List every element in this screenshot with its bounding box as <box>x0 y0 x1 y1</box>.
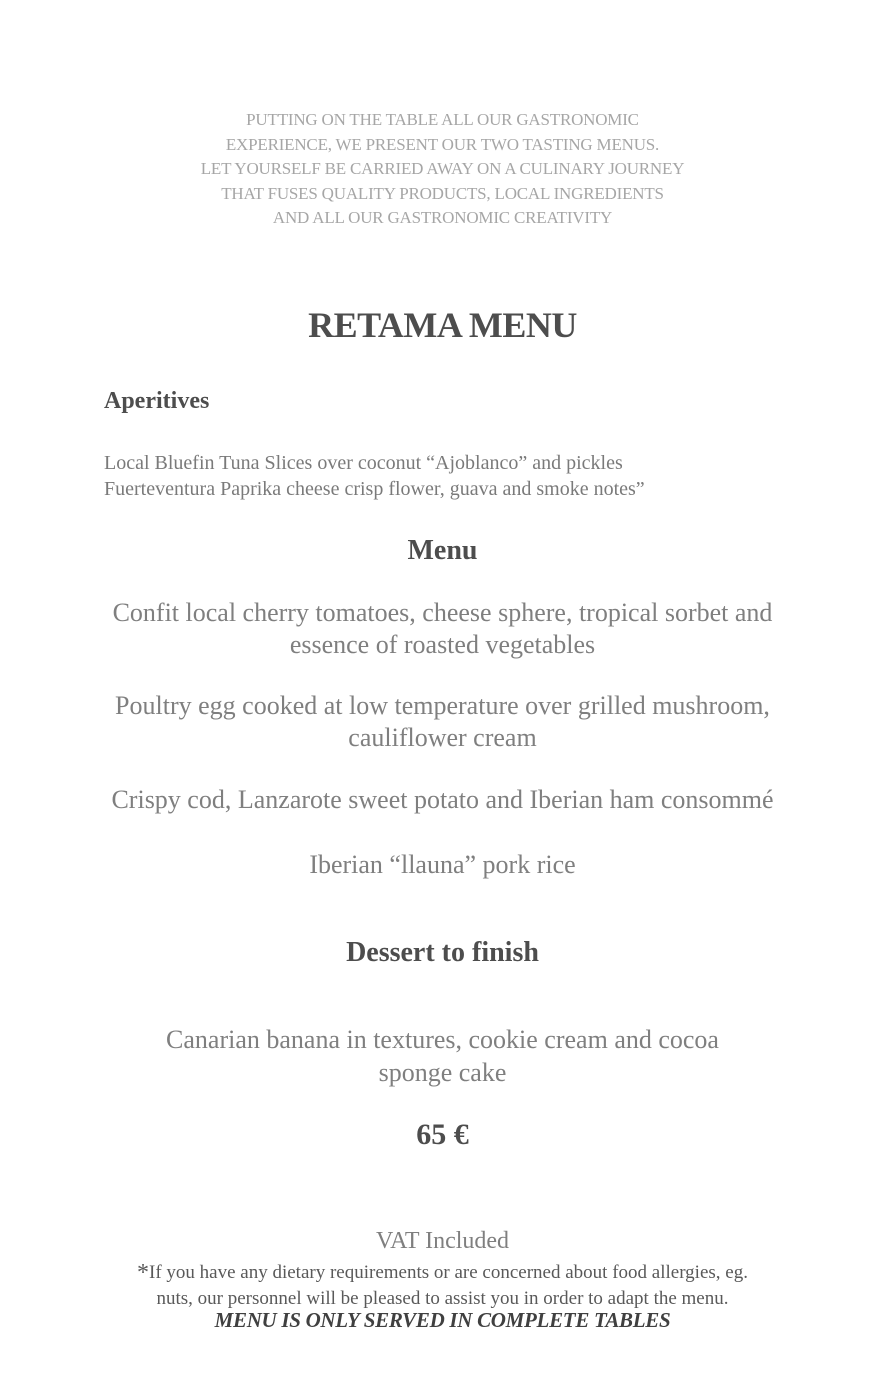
complete-tables-note: MENU IS ONLY SERVED IN COMPLETE TABLES <box>214 1308 671 1332</box>
allergy-line: nuts, our personnel will be pleased to assist you in order to adapt the menu. <box>156 1288 729 1309</box>
asterisk-mark: * <box>137 1260 150 1286</box>
aperitives-heading: Aperitives <box>104 388 210 414</box>
dish-item <box>0 690 885 754</box>
allergy-note <box>0 1260 885 1311</box>
dessert-line: Canarian banana in textures, cookie cream and cocoa <box>166 1025 719 1054</box>
menu-price: 65 € <box>416 1118 469 1151</box>
allergy-text: If you have any dietary requirements or are concerned about food allergies, eg. <box>149 1262 748 1283</box>
vat-note: VAT Included <box>375 1228 510 1254</box>
dessert-line: sponge cake <box>378 1058 507 1087</box>
dish-line: Crispy cod, Lanzarote sweet potato and Iberian ham consommé <box>111 785 774 814</box>
dish-item <box>0 784 885 816</box>
aperitives-list <box>104 450 645 502</box>
intro-line: LET YOURSELF BE CARRIED AWAY ON A CULINARY JOURNEY <box>200 159 685 178</box>
intro-text <box>0 108 885 231</box>
dessert-item <box>0 1023 885 1089</box>
dish-line: cauliflower cream <box>348 723 537 752</box>
intro-line: THAT FUSES QUALITY PRODUCTS, LOCAL INGREDIENTS <box>221 183 664 203</box>
dish-line: Poultry egg cooked at low temperature over grilled mushroom, <box>115 691 770 720</box>
intro-line: PUTTING ON THE TABLE ALL OUR GASTRONOMIC <box>246 110 639 129</box>
dish-line: Confit local cherry tomatoes, cheese sphere, tropical sorbet and <box>112 598 773 627</box>
aperitive-item: Local Bluefin Tuna Slices over coconut “Ajoblanco” and pickles <box>104 452 623 474</box>
dish-line: essence of roasted vegetables <box>289 630 596 659</box>
dish-line: Iberian “llauna” pork rice <box>309 850 576 879</box>
dish-item <box>0 597 885 661</box>
intro-line: AND ALL OUR GASTRONOMIC CREATIVITY <box>272 208 613 227</box>
dessert-heading: Dessert to finish <box>346 937 539 968</box>
aperitive-item: Fuerteventura Paprika cheese crisp flower, guava and smoke notes” <box>104 478 645 500</box>
dish-item <box>0 849 885 881</box>
menu-title: RETAMA MENU <box>308 305 577 345</box>
intro-line: EXPERIENCE, WE PRESENT OUR TWO TASTING MENUS. <box>225 134 660 154</box>
allergy-line <box>0 1260 885 1286</box>
menu-heading: Menu <box>407 535 478 566</box>
